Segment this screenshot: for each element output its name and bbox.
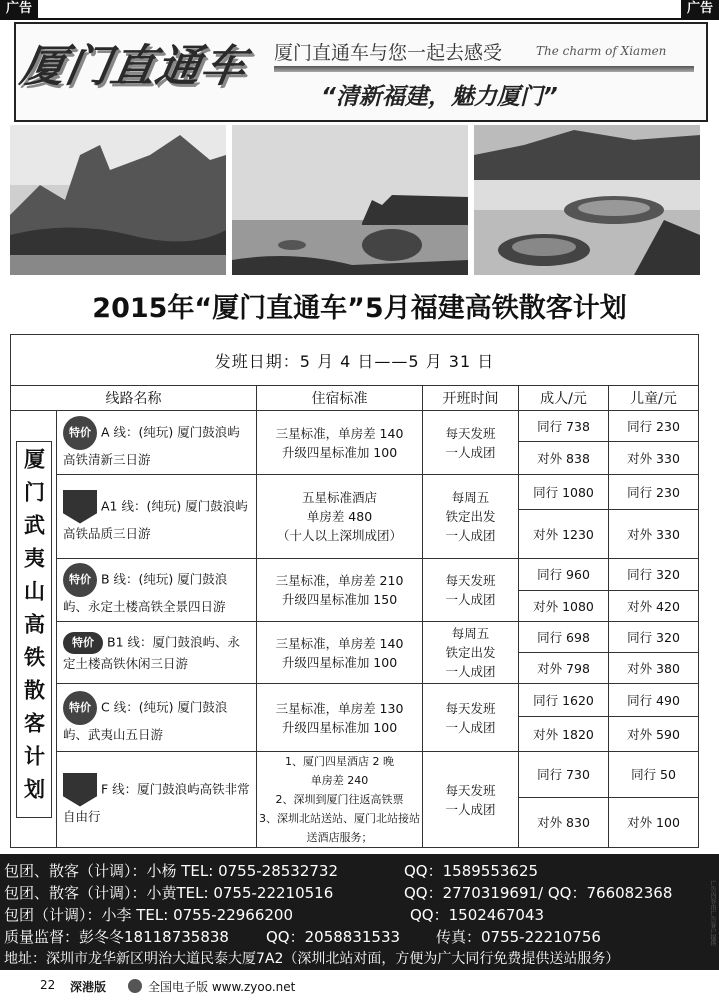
table-row [11,752,699,798]
ad-label-right: 广告 [681,0,719,18]
departure-row [11,335,699,386]
brand-banner [14,22,708,122]
photo-strip [10,125,700,275]
header-adult: 成人/元 [519,386,609,411]
photo-wuyi-mountain [10,125,226,275]
child-price-trade: 同行 230 [609,475,699,510]
route-name: A 线：(纯玩) 厦门鼓浪屿高铁清新三日游 [63,424,240,467]
child-price-trade: 同行 320 [609,622,699,653]
table-row [11,622,699,653]
schedule-cell: 每周五 铁定出发 一人成团 [423,622,519,684]
contact-qq-1: QQ：1589553625 [404,862,539,880]
adult-price-retail: 对外 1820 [519,717,609,752]
table-header [11,386,699,411]
contact-qq-3: QQ：1502467043 [410,906,545,924]
route-name-cell [57,559,257,622]
contact-qq-2: QQ：2770319691/ QQ：766082368 [404,884,673,902]
child-price-retail: 对外 100 [609,797,699,847]
child-price-retail: 对外 330 [609,442,699,475]
route-name: A1 线：(纯玩) 厦门鼓浪屿高铁品质三日游 [63,498,248,541]
adult-price-trade: 同行 960 [519,559,609,591]
contact-line-2: 包团、散客（计调）：小黄TEL: 0755-22210516 [4,884,334,902]
lodging-cell: 三星标准，单房差 210 升级四星标准加 150 [257,559,423,622]
table-row [11,475,699,510]
route-name-cell [57,752,257,848]
site-link[interactable]: 全国电子版 www.zyoo.net [148,980,296,994]
adult-price-retail: 对外 838 [519,442,609,475]
child-price-retail: 对外 330 [609,510,699,559]
schedule-cell: 每天发班 一人成团 [423,559,519,622]
schedule-cell: 每天发班 一人成团 [423,684,519,752]
slogan-primary: 厦门直通车与您一起去感受 [274,42,503,64]
adult-price-trade: 同行 730 [519,752,609,798]
deer-emblem-icon [63,773,97,807]
route-name-cell [57,475,257,559]
schedule-cell: 每天发班 一人成团 [423,752,519,848]
side-label [11,411,57,848]
lodging-cell: 三星标准，单房差 140 升级四星标准加 100 [257,622,423,684]
route-name: C 线：(纯玩) 厦门鼓浪屿、武夷山五日游 [63,699,228,742]
table-row [11,559,699,591]
fax: 传真：0755-22210756 [436,928,601,946]
route-name: B 线：(纯玩) 厦门鼓浪屿、永定土楼高铁全景四日游 [63,571,228,614]
header-schedule: 开班时间 [423,386,519,411]
supervisor-qq: QQ：2058831533 [266,928,401,946]
photo-tulou [474,125,700,275]
adult-price-trade: 同行 1620 [519,684,609,717]
address: 地址：深圳市龙华新区明治大道民泰大厦7A2（深圳北站对面，方便为广大同行免费提供送站服务） [4,951,620,967]
child-price-trade: 同行 230 [609,411,699,442]
page-title: 2015年“厦门直通车”5月福建高铁散客计划 [92,293,627,324]
adult-price-retail: 对外 830 [519,797,609,847]
top-divider [0,18,719,20]
brand-logo: 厦门直通车 [16,41,251,92]
side-label-text: 厦门武夷山高铁散客计划 [16,441,52,818]
adult-price-retail: 对外 1080 [519,590,609,622]
adult-price-trade: 同行 1080 [519,475,609,510]
departure-dates: 发班日期：5 月 4 日——5 月 31 日 [11,335,699,386]
lodging-cell: 1、厦门四星酒店 2 晚 单房差 240 2、深圳到厦门往返高铁票 3、深圳北站送站、厦门北站接站送酒店服务； [257,752,423,848]
schedule-cell: 每天发班 一人成团 [423,411,519,475]
schedule-cell: 每周五 铁定出发 一人成团 [423,475,519,559]
table-row [11,411,699,442]
contact-line-1: 包团、散客（计调）：小杨 TEL: 0755-28532732 [4,862,339,880]
edition-label: 深港版 [70,980,107,994]
adult-price-retail: 对外 798 [519,653,609,684]
route-name: B1 线：厦门鼓浪屿、永定土楼高铁休闲三日游 [63,634,241,671]
publisher-logo-icon [128,979,142,993]
special-price-badge-icon: 特价 [63,416,97,450]
header-route: 线路名称 [11,386,257,411]
slogan-secondary: “清新福建，魅力厦门” [321,84,558,110]
lodging-cell: 三星标准，单房差 140 升级四星标准加 100 [257,411,423,475]
deer-emblem-icon [63,490,97,524]
lodging-cell: 五星标准酒店 单房差 480 （十人以上深圳成团） [257,475,423,559]
special-price-badge-icon: 特价 [63,691,97,725]
route-name-cell [57,684,257,752]
route-name-cell [57,411,257,475]
adult-price-trade: 同行 698 [519,622,609,653]
adult-price-trade: 同行 738 [519,411,609,442]
child-price-retail: 对外 420 [609,590,699,622]
route-name-cell [57,622,257,684]
photo-gulangyu-sea [232,125,468,275]
child-price-retail: 对外 590 [609,717,699,752]
child-price-trade: 同行 490 [609,684,699,717]
header-lodging: 住宿标准 [257,386,423,411]
child-price-trade: 同行 320 [609,559,699,591]
child-price-trade: 同行 50 [609,752,699,798]
lodging-cell: 三星标准，单房差 130 升级四星标准加 100 [257,684,423,752]
adult-price-retail: 对外 1230 [519,510,609,559]
page-number: 22 [40,978,56,992]
special-price-badge-icon: 特价 [63,563,97,597]
side-note: 广告内容由广告客户提供 [709,880,716,946]
route-name: F 线：厦门鼓浪屿高铁非常自由行 [63,781,250,824]
contact-line-3: 包团（计调）：小李 TEL: 0755-22966200 [4,906,294,924]
ad-label-left: 广告 [0,0,38,18]
schedule-table [10,334,698,848]
slogan-english: The charm of Xiamen [536,44,667,58]
header-child: 儿童/元 [609,386,699,411]
banner-rule [274,66,694,72]
table-row [11,684,699,717]
special-price-badge-icon: 特价 [63,632,103,654]
contact-footer [0,854,719,970]
quality-supervisor: 质量监督：彭冬冬18118735838 [4,928,229,946]
child-price-retail: 对外 380 [609,653,699,684]
